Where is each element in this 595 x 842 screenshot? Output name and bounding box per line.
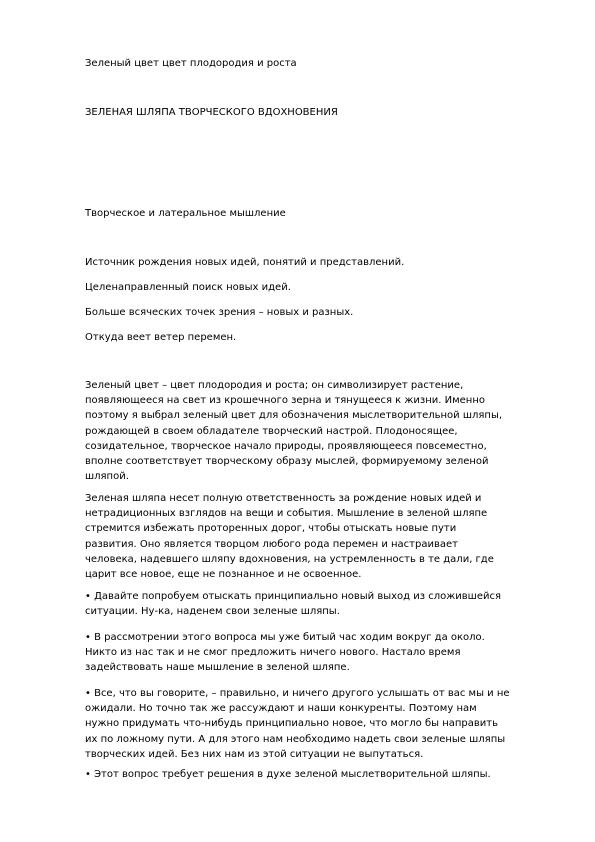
- paragraph-line: Зеленая шляпа несет полную ответственность за рождение новых идей и: [85, 493, 482, 504]
- point-wind-of-change: Откуда веет ветер перемен.: [85, 332, 237, 343]
- point-targeted-search: Целенаправленный поиск новых идей.: [85, 282, 291, 293]
- paragraph-line: • Давайте попробуем отыскать принципиально новый выход из сложившейся: [85, 591, 501, 602]
- paragraph-line: стремится избежать проторенных дорог, чтобы отыскать новые пути: [85, 523, 457, 535]
- bullet-going-around: [85, 630, 520, 676]
- paragraph-line: Зеленый цвет – цвет плодородия и роста; он символизирует растение,: [85, 380, 464, 391]
- paragraph-line: созидательное, творческое начало природы, проявляющееся повсеместно,: [85, 440, 487, 452]
- paragraph-line: человека, надевшего шляпу вдохновения, на устремленность в те дали, где: [85, 553, 494, 565]
- bullet-competitors: [85, 686, 520, 762]
- point-more-viewpoints: Больше всяческих точек зрения – новых и разных.: [85, 307, 354, 318]
- bullet-requires-solution: [85, 767, 520, 782]
- paragraph-line: вполне соответствует творческому образу мыслей, формируемому зеленой: [85, 456, 489, 468]
- paragraph-line: их по ложному пути. А для этого нам необходимо надеть свои зеленые шляпы: [85, 733, 506, 745]
- paragraph-line: развития. Оно является творцом любого рода перемен и настраивает: [85, 538, 458, 550]
- paragraph-line: ожидали. Но точно так же рассуждают и наши конкуренты. Поэтому нам: [85, 703, 477, 715]
- paragraph-line: рождающей в своем обладателе творческий настрой. Плодоносящее,: [85, 425, 458, 437]
- paragraph-line: нужно придумать что-нибудь принципиально новое, что могло бы направить: [85, 718, 499, 730]
- bullet-new-exit: [85, 589, 520, 619]
- paragraph-line: царит все новое, еще не познанное и не освоенное.: [85, 569, 362, 581]
- paragraph-line: шляпой.: [85, 471, 129, 483]
- subheading-creative-thinking: Творческое и латеральное мышление: [85, 208, 286, 219]
- paragraph-line: появляющееся на свет из крошечного зерна и тянущееся к жизни. Именно: [85, 395, 485, 407]
- paragraph-line: ситуации. Ну-ка, наденем свои зеленые шляпы.: [85, 606, 340, 618]
- paragraph-line: • Этот вопрос требует решения в духе зеленой мыслетворительной шляпы.: [85, 769, 491, 780]
- heading-green-color: Зеленый цвет цвет плодородия и роста: [85, 58, 297, 69]
- paragraph-line: • Все, что вы говорите, – правильно, и ничего другого услышать от вас мы и не: [85, 688, 510, 699]
- paragraph-line: • В рассмотрении этого вопроса мы уже битый час ходим вокруг да около.: [85, 632, 485, 643]
- paragraph-line: творческих идей. Без них нам из этой ситуации не выпутаться.: [85, 748, 424, 760]
- paragraph-line: Никто из нас так и не смог предложить ничего нового. Настало время: [85, 647, 461, 659]
- paragraph-line: задействовать наше мышление в зеленой шляпе.: [85, 662, 350, 674]
- point-source-of-ideas: Источник рождения новых идей, понятий и представлений.: [85, 257, 405, 268]
- paragraph-green-hat: [85, 491, 520, 582]
- paragraph-line: поэтому я выбрал зеленый цвет для обозначения мыслетворительной шляпы,: [85, 410, 503, 422]
- heading-green-hat: ЗЕЛЕНАЯ ШЛЯПА ТВОРЧЕСКОГО ВДОХНОВЕНИЯ: [85, 107, 338, 118]
- paragraph-line: нетрадиционных взглядов на вещи и события. Мышление в зеленой шляпе: [85, 508, 488, 520]
- paragraph-green-color: [85, 378, 520, 484]
